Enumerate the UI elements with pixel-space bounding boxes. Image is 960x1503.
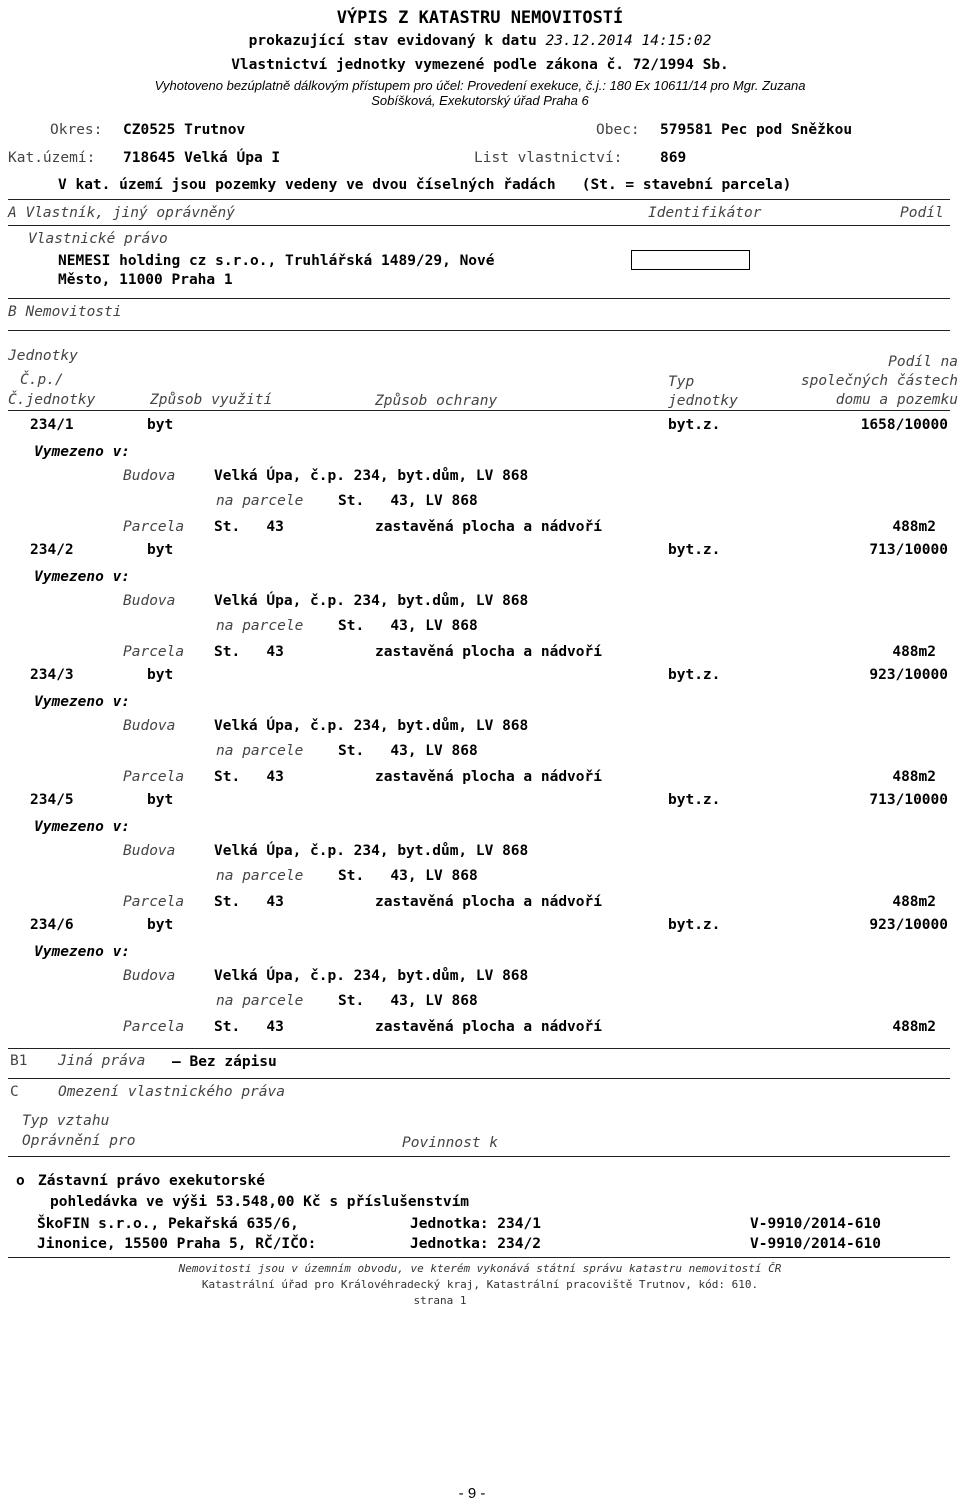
building-value: Velká Úpa, č.p. 234, byt.dům, LV 868: [214, 593, 529, 609]
parcel-area: 488m2: [892, 519, 936, 535]
col-share-3: domu a pozemku: [835, 392, 958, 408]
defined-label: Vymezeno v:: [34, 444, 131, 460]
obligation-unit-2: Jednotka: 234/2: [410, 1236, 541, 1252]
unit-use: byt: [147, 417, 174, 433]
parcel-label: Parcela: [123, 769, 185, 785]
katuzemi-label: Kat.území:: [8, 150, 96, 166]
col-protection: Způsob ochrany: [375, 393, 498, 409]
katuzemi-value: 718645 Velká Úpa I: [123, 150, 281, 166]
parcel-number: St. 43: [214, 644, 284, 660]
parcel-kind: zastavěná plocha a nádvoří: [375, 644, 602, 660]
owner-line-2: Město, 11000 Praha 1: [58, 272, 233, 288]
col-share-2: společných částech: [800, 373, 958, 389]
section-c-label: Omezení vlastnického práva: [58, 1084, 285, 1100]
section-c-code: C: [10, 1084, 19, 1100]
lv-value: 869: [660, 150, 687, 166]
divider: [8, 1257, 950, 1258]
divider: [8, 1048, 950, 1049]
produced-note-1: Vyhotoveno bezúplatně dálkovým přístupem pro účel: Provedení exekuce, č.j.: 180 Ex 10611/14 pro Mgr. Zuzana: [154, 78, 806, 93]
cadastral-note: V kat. území jsou pozemky vedeny ve dvou číselných řadách (St. = stavební parcela): [58, 177, 792, 193]
unit-id: 234/5: [30, 792, 74, 808]
on-parcel-value: St. 43, LV 868: [338, 493, 478, 509]
divider: [8, 1156, 950, 1157]
unit-type: byt.z.: [668, 542, 721, 558]
col-share-1: Podíl na: [888, 354, 958, 370]
entry-bullet: o: [16, 1173, 25, 1189]
reference-2: V-9910/2014-610: [750, 1236, 881, 1252]
unit-share: 1658/10000: [860, 417, 948, 433]
unit-id: 234/1: [30, 417, 74, 433]
defined-label: Vymezeno v:: [34, 569, 131, 585]
divider: [8, 330, 950, 331]
share-header: Podíl: [900, 205, 944, 221]
building-value: Velká Úpa, č.p. 234, byt.dům, LV 868: [214, 468, 529, 484]
document-subtitle: Vlastnictví jednotky vymezené podle zákona č. 72/1994 Sb.: [231, 57, 729, 73]
col-type-2: jednotky: [668, 393, 738, 409]
col-cp: Č.p./: [20, 372, 64, 388]
unit-id: 234/6: [30, 917, 74, 933]
on-parcel-label: na parcele: [216, 743, 304, 759]
parcel-number: St. 43: [214, 894, 284, 910]
relation-type-label: Typ vztahu: [22, 1113, 110, 1129]
obec-value: 579581 Pec pod Sněžkou: [660, 122, 853, 138]
status-date: 23.12.2014 14:15:02: [545, 33, 712, 49]
parcel-label: Parcela: [123, 894, 185, 910]
section-b-label: B Nemovitosti: [8, 304, 122, 320]
on-parcel-value: St. 43, LV 868: [338, 993, 478, 1009]
on-parcel-label: na parcele: [216, 493, 304, 509]
parcel-number: St. 43: [214, 1019, 284, 1035]
on-parcel-value: St. 43, LV 868: [338, 743, 478, 759]
unit-type: byt.z.: [668, 792, 721, 808]
on-parcel-label: na parcele: [216, 618, 304, 634]
divider: [8, 225, 950, 226]
obec-label: Obec:: [596, 122, 640, 138]
unit-id: 234/3: [30, 667, 74, 683]
units-label: Jednotky: [8, 348, 78, 364]
unit-use: byt: [147, 792, 174, 808]
entry-claim: pohledávka ve výši 53.548,00 Kč s příslušenstvím: [50, 1194, 470, 1210]
parcel-kind: zastavěná plocha a nádvoří: [375, 1019, 602, 1035]
unit-share: 713/10000: [869, 542, 948, 558]
divider: [8, 410, 950, 411]
page-label: strana 1: [413, 1294, 467, 1307]
building-label: Budova: [123, 593, 176, 609]
defined-label: Vymezeno v:: [34, 944, 131, 960]
on-parcel-value: St. 43, LV 868: [338, 618, 478, 634]
section-b1-code: B1: [10, 1053, 28, 1069]
on-parcel-label: na parcele: [216, 868, 304, 884]
col-type-1: Typ: [668, 374, 695, 390]
obligation-unit-1: Jednotka: 234/1: [410, 1216, 541, 1232]
building-label: Budova: [123, 968, 176, 984]
building-value: Velká Úpa, č.p. 234, byt.dům, LV 868: [214, 718, 529, 734]
creditor-line-1: ŠkoFIN s.r.o., Pekařská 635/6,: [37, 1216, 299, 1232]
parcel-area: 488m2: [892, 1019, 936, 1035]
on-parcel-label: na parcele: [216, 993, 304, 1009]
building-label: Budova: [123, 718, 176, 734]
unit-share: 923/10000: [869, 917, 948, 933]
parcel-number: St. 43: [214, 769, 284, 785]
unit-id: 234/2: [30, 542, 74, 558]
divider: [8, 199, 950, 200]
footer-line-1: Nemovitosti jsou v územním obvodu, ve kterém vykonává státní správu katastru nemovitostí ČR: [178, 1262, 782, 1275]
footer-line-2: Katastrální úřad pro Královéhradecký kraj, Katastrální pracoviště Trutnov, kód: 610.: [201, 1278, 759, 1291]
parcel-kind: zastavěná plocha a nádvoří: [375, 894, 602, 910]
identifier-box: [631, 250, 750, 270]
parcel-number: St. 43: [214, 519, 284, 535]
building-label: Budova: [123, 843, 176, 859]
col-unit: Č.jednotky: [8, 392, 96, 408]
section-b1-value: – Bez zápisu: [172, 1054, 277, 1070]
unit-type: byt.z.: [668, 917, 721, 933]
defined-label: Vymezeno v:: [34, 819, 131, 835]
document-title: VÝPIS Z KATASTRU NEMOVITOSTÍ: [336, 8, 624, 28]
parcel-label: Parcela: [123, 519, 185, 535]
identifier-header: Identifikátor: [648, 205, 762, 221]
section-a-label: A Vlastník, jiný oprávněný: [8, 205, 235, 221]
unit-type: byt.z.: [668, 667, 721, 683]
parcel-area: 488m2: [892, 769, 936, 785]
entitled-label: Oprávnění pro: [22, 1133, 136, 1149]
parcel-label: Parcela: [123, 1019, 185, 1035]
okres-label: Okres:: [50, 122, 103, 138]
entry-title: Zástavní právo exekutorské: [38, 1173, 265, 1189]
divider: [8, 298, 950, 299]
right-label: Vlastnické právo: [28, 231, 168, 247]
divider: [8, 1078, 950, 1079]
obligation-label: Povinnost k: [402, 1135, 499, 1151]
parcel-kind: zastavěná plocha a nádvoří: [375, 769, 602, 785]
building-value: Velká Úpa, č.p. 234, byt.dům, LV 868: [214, 843, 529, 859]
unit-type: byt.z.: [668, 417, 721, 433]
owner-line-1: NEMESI holding cz s.r.o., Truhlářská 1489/29, Nové: [58, 253, 495, 269]
section-b1-label: Jiná práva: [58, 1053, 146, 1069]
reference-1: V-9910/2014-610: [750, 1216, 881, 1232]
produced-note-2: Sobíšková, Exekutorský úřad Praha 6: [371, 93, 589, 108]
parcel-area: 488m2: [892, 644, 936, 660]
status-line: [0, 33, 960, 49]
col-use: Způsob využití: [150, 392, 273, 408]
creditor-line-2: Jinonice, 15500 Praha 5, RČ/IČO:: [37, 1236, 317, 1252]
parcel-label: Parcela: [123, 644, 185, 660]
defined-label: Vymezeno v:: [34, 694, 131, 710]
lv-label: List vlastnictví:: [474, 150, 623, 166]
okres-value: CZ0525 Trutnov: [123, 122, 246, 138]
page-number: - 9 -: [458, 1485, 486, 1502]
parcel-kind: zastavěná plocha a nádvoří: [375, 519, 602, 535]
unit-use: byt: [147, 667, 174, 683]
unit-share: 923/10000: [869, 667, 948, 683]
unit-share: 713/10000: [869, 792, 948, 808]
status-label: prokazující stav evidovaný k datu: [248, 33, 537, 49]
unit-use: byt: [147, 917, 174, 933]
unit-use: byt: [147, 542, 174, 558]
building-value: Velká Úpa, č.p. 234, byt.dům, LV 868: [214, 968, 529, 984]
building-label: Budova: [123, 468, 176, 484]
on-parcel-value: St. 43, LV 868: [338, 868, 478, 884]
parcel-area: 488m2: [892, 894, 936, 910]
